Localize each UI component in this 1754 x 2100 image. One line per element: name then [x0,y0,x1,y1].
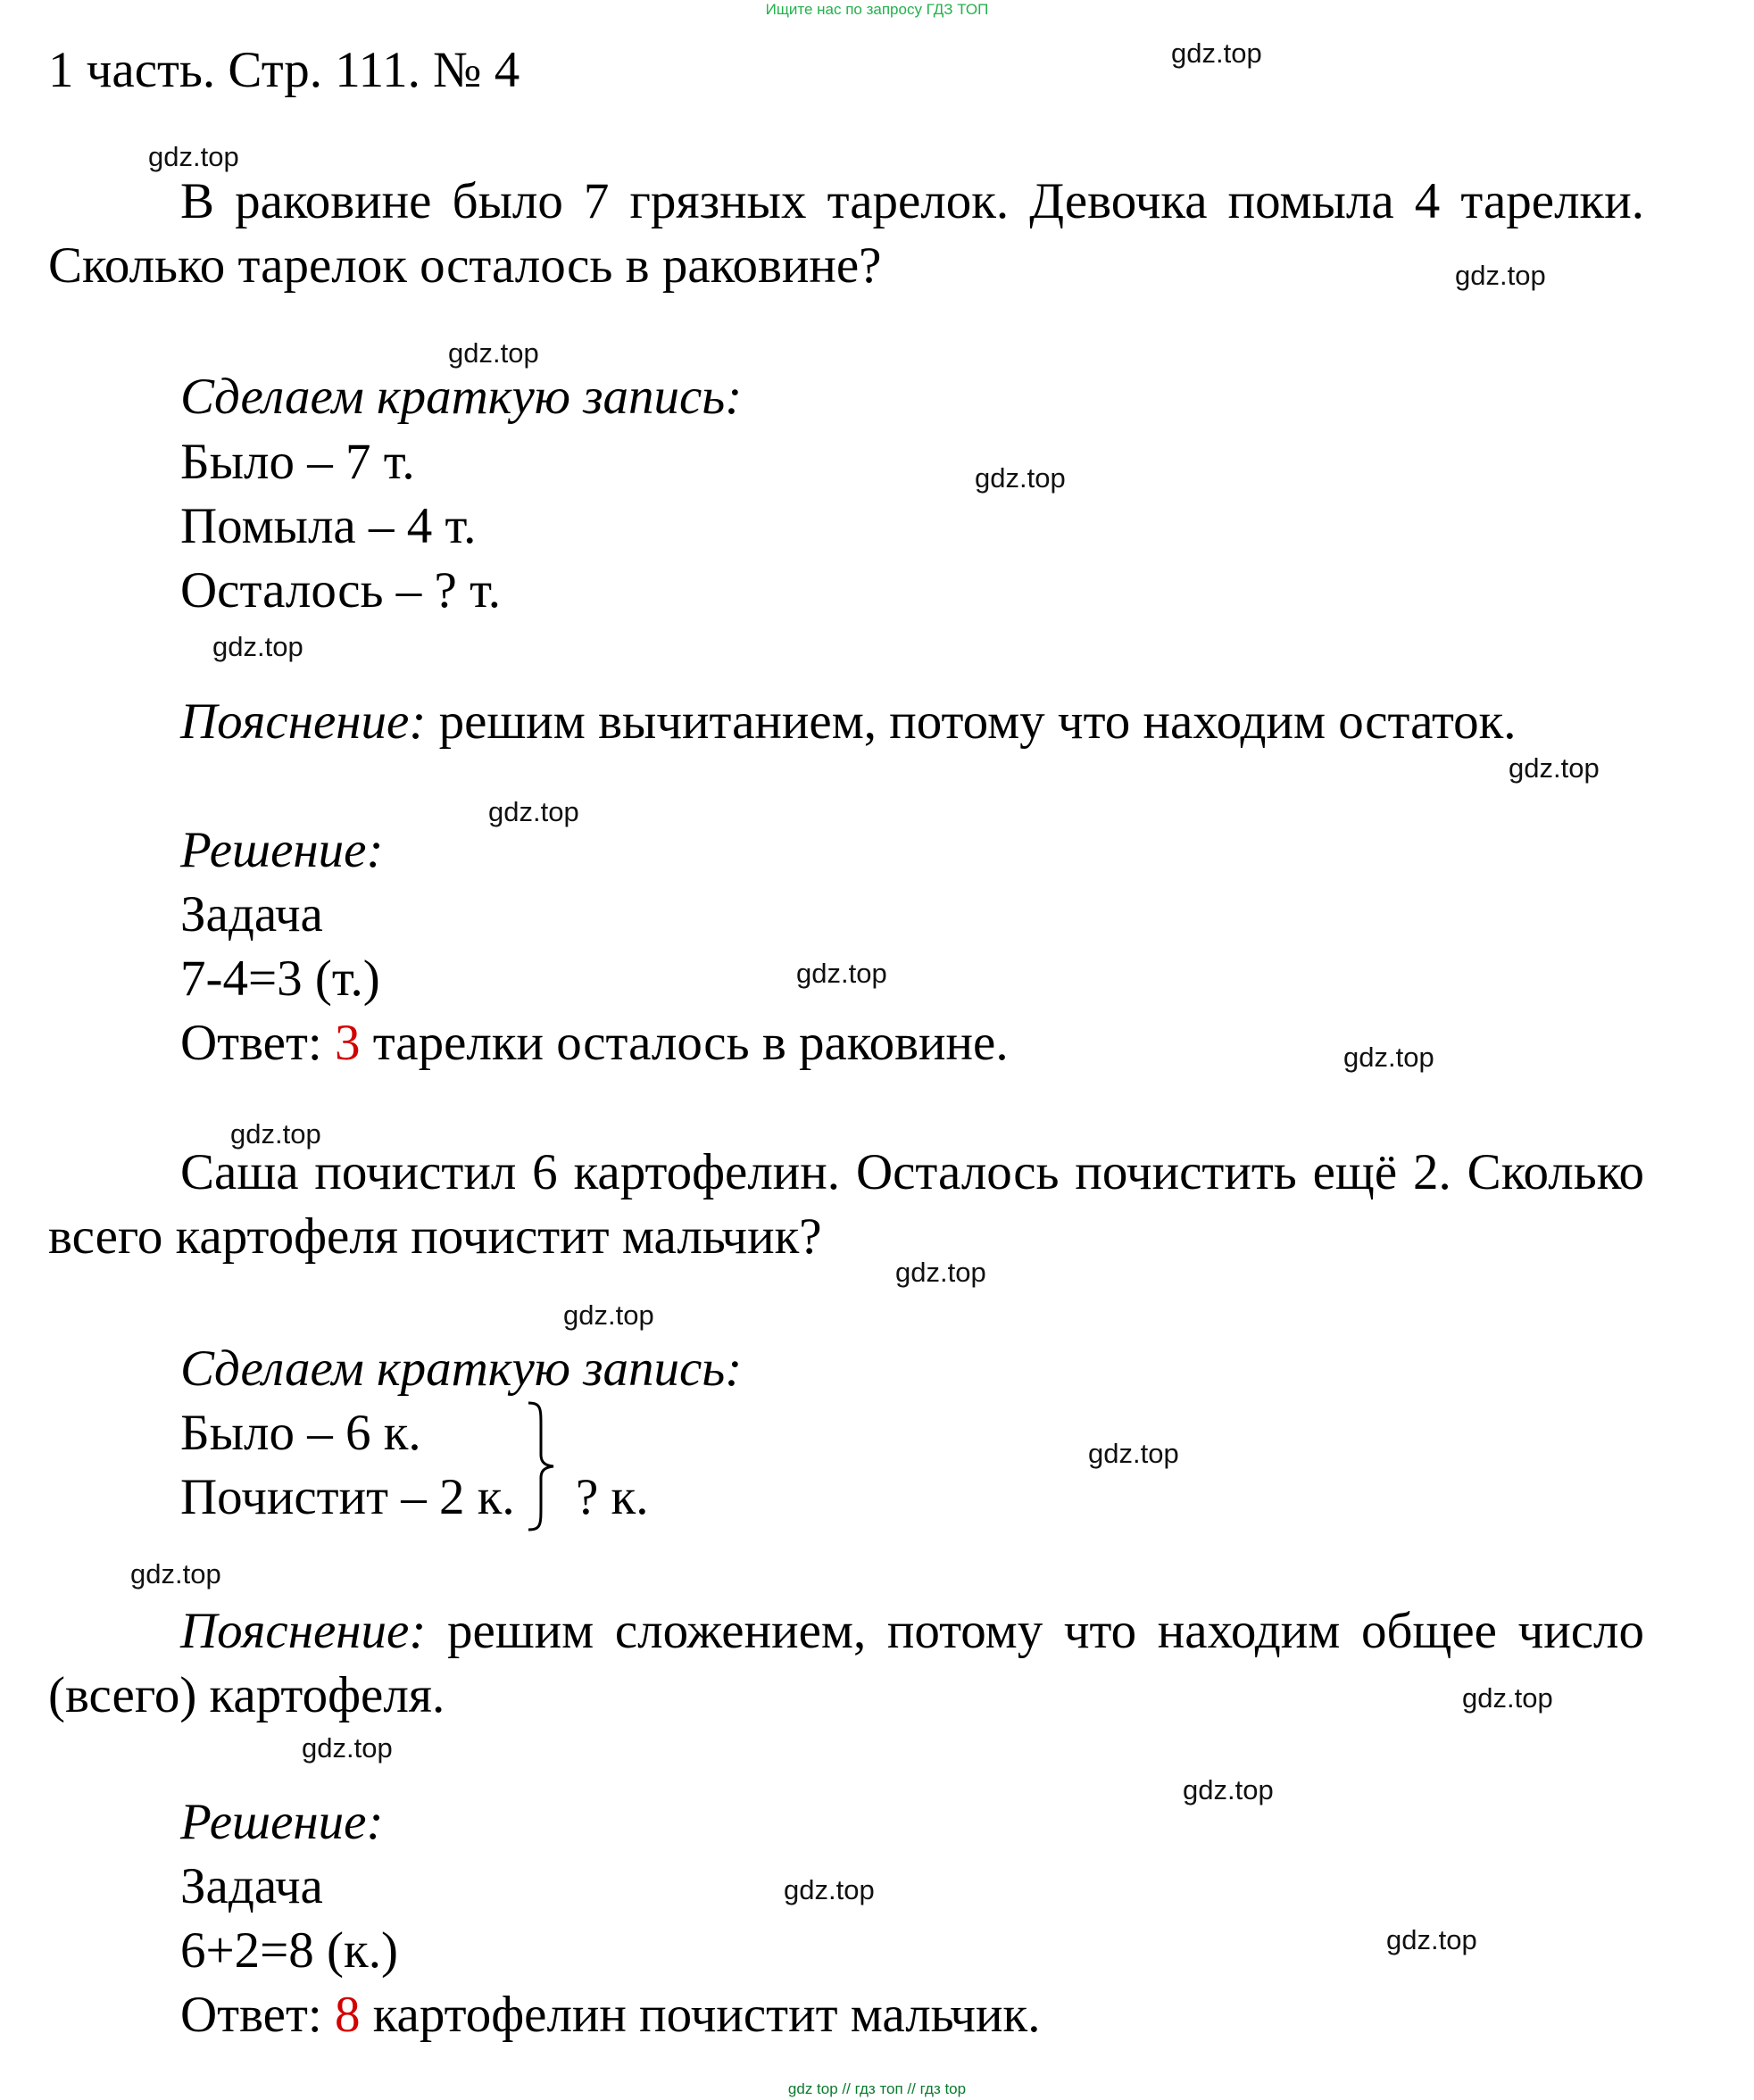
task2-solution-label: Решение: [180,1794,384,1850]
task2-condition-line-1: Было – 6 к. [180,1405,421,1461]
task1-condition-line-2: Помыла – 4 т. [180,498,477,554]
task2-answer-value: 8 [334,1987,361,2043]
watermark: gdz.top [1509,752,1600,784]
top-promo-note: Ищите нас по запросу ГДЗ ТОП [765,1,989,18]
page-heading: 1 часть. Стр. 111. № 4 [48,42,520,98]
task2-condition-line-2: Почистит – 2 к. [180,1469,515,1525]
task1-answer-text: тарелки осталось в раковине. [360,1015,1009,1071]
task1-solution-label: Решение: [180,822,384,878]
watermark: gdz.top [1183,1774,1274,1805]
watermark: gdz.top [784,1874,875,1905]
watermark: gdz.top [230,1118,321,1150]
task2-answer-text: картофелин почистит мальчик. [360,1987,1041,2043]
task1-answer-value: 3 [334,1015,361,1071]
task2-answer [180,1987,1041,2043]
bottom-site-note: gdz top // гдз топ // гдз top [787,2080,967,2097]
task2-total-unknown: ? к. [576,1469,649,1525]
watermark: gdz.top [130,1558,221,1590]
task1-answer-label: Ответ: [180,1015,335,1071]
task2-equation: 6+2=8 (к.) [180,1922,398,1979]
task2-answer-label: Ответ: [180,1987,335,2043]
task1-condition-line-1: Было – 7 т. [180,434,415,490]
task1-equation: 7-4=3 (т.) [180,950,380,1007]
task1-answer [180,1015,1009,1071]
watermark: gdz.top [563,1299,654,1331]
task1-short-note-label: Сделаем краткую запись: [180,369,743,425]
task1-explanation [180,693,1517,750]
watermark: gdz.top [212,631,303,662]
watermark: gdz.top [895,1257,986,1288]
task2-task-word: Задача [180,1858,323,1914]
task1-explanation-label: Пояснение: [180,693,427,750]
task1-task-word: Задача [180,886,323,942]
watermark: gdz.top [1343,1042,1434,1073]
watermark: gdz.top [488,796,579,827]
watermark: gdz.top [1455,260,1546,291]
task1-condition-line-3: Осталось – ? т. [180,562,501,618]
task2-problem: Саша почистил 6 картофелин. Осталось почистить ещё 2. Сколько всего картофеля почистит мальчик? [48,1144,1644,1265]
curly-brace-icon [523,1399,559,1533]
watermark: gdz.top [1088,1438,1179,1469]
watermark: gdz.top [148,141,239,172]
task1-problem: В раковине было 7 грязных тарелок. Девочка помыла 4 тарелки. Сколько тарелок осталось в раковине? [48,173,1644,294]
watermark: gdz.top [975,462,1066,494]
task2-explanation-text: решим сложением, потому что находим общее число (всего) картофеля. [48,1603,1644,1723]
watermark: gdz.top [1171,37,1262,69]
task1-explanation-text: решим вычитанием, потому что находим остаток. [426,693,1517,750]
task2-explanation-label: Пояснение: [180,1603,427,1659]
watermark: gdz.top [1462,1682,1553,1714]
watermark: gdz.top [1386,1924,1477,1955]
watermark: gdz.top [302,1732,393,1764]
task2-short-note-label: Сделаем краткую запись: [180,1341,743,1397]
watermark: gdz.top [796,958,887,989]
task2-explanation [48,1599,1644,1728]
watermark: gdz.top [448,337,539,369]
